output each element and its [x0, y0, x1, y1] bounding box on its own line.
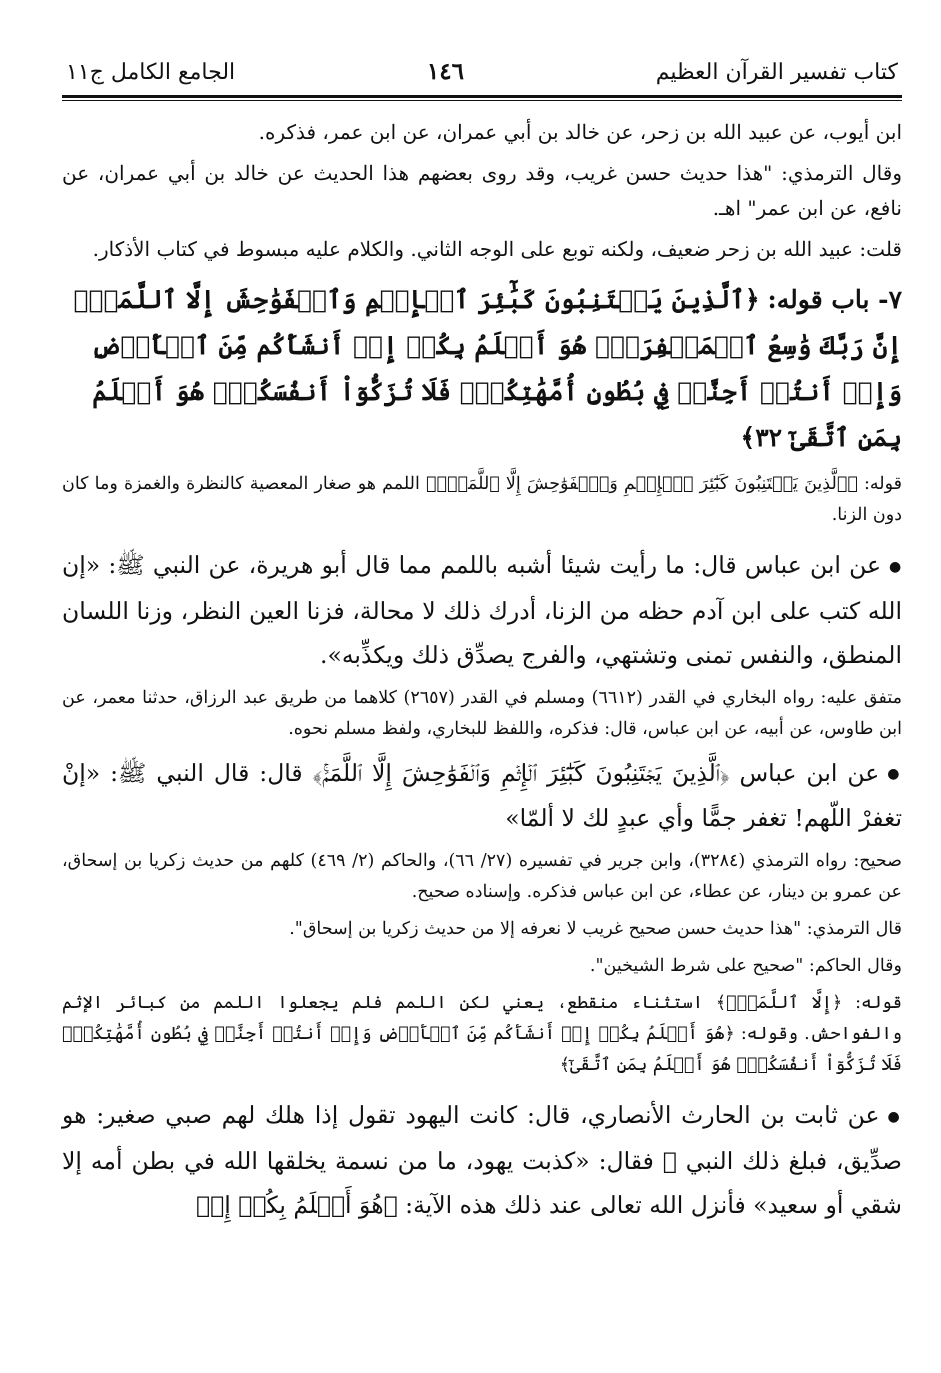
paragraph: قوله: ﴿ٱلَّذِينَ يَجۡتَنِبُونَ كَبَٰٓئِرَ ٱلۡإِثۡمِ وَٱلۡفَوَٰحِشَ إِلَّا ٱللَّمَمَۚ﴾ اللمم هو صغار المعصية كالنظرة والغمزة وما كان دون الزنا. [62, 474, 902, 525]
paragraph: قوله: ﴿إِلَّا ٱللَّمَمَۚ﴾ استثناء منقطع، يعني لكن اللمم فلم يجعلوا اللمم من كبائر الإثم والفواحش. وقوله: ﴿هُوَ أَعۡلَمُ بِكُمۡ إِذۡ أَنشَأَكُم مِّنَ ٱلۡأَرۡضِ وَإِذۡ أَنتُمۡ أَجِنَّةٞ فِي بُطُونِ أُمَّهَٰتِكُمۡۖ فَلَا تُزَكُّوٓاْ أَنفُسَكُمۡۖ هُوَ أَعۡلَمُ بِمَنِ ٱتَّقَىٰٓ﴾ [62, 993, 902, 1075]
hadith-paragraph: ● عن ثابت بن الحارث الأنصاري، قال: كانت اليهود تقول إذا هلك لهم صبي صغير: هو صدِّيق، فبلغ ذلك النبي ﷺ فقال: «كذبت يهود، ما من نسمة يخلقها الله في بطن أمه إلا شقي أو سعيد» فأنزل الله تعالى عند ذلك هذه الآية: ﴿هُوَ أَعۡلَمُ بِكُمۡ إِذۡ [62, 1093, 902, 1227]
header-rule [62, 95, 902, 101]
paragraph: وقال الحاكم: "صحيح على شرط الشيخين". [589, 956, 902, 976]
chapter-ayah: ﴿ٱلَّذِينَ يَجۡتَنِبُونَ كَبَٰٓئِرَ ٱلۡإِثۡمِ وَٱلۡفَوَٰحِشَ إِلَّا ٱللَّمَمَۚ إِنَّ رَبَّكَ وَٰسِعُ ٱلۡمَغۡفِرَةِۚ هُوَ أَعۡلَمُ بِكُمۡ إِذۡ أَنشَأَكُم مِّنَ ٱلۡأَرۡضِ وَإِذۡ أَنتُمۡ أَجِنَّةٞ فِي بُطُونِ أُمَّهَٰتِكُمۡۖ فَلَا تُزَكُّوٓاْ أَنفُسَكُمۡۖ هُوَ أَعۡلَمُ بِمَنِ ٱتَّقَىٰٓ ٣٢﴾ [73, 285, 902, 452]
book-title: كتاب تفسير القرآن العظيم [655, 60, 898, 85]
paragraph: قال الترمذي: "هذا حديث حسن صحيح غريب لا نعرفه إلا من حديث زكريا بن إسحاق". [289, 919, 902, 939]
book-page [62, 58, 902, 1233]
page-header [62, 58, 902, 95]
hadith-paragraph: ● عن ابن عباس قال: ما رأيت شيئا أشبه باللمم مما قال أبو هريرة، عن النبي ﷺ: «إن الله كتب على ابن آدم حظه من الزنا، أدرك ذلك لا محالة، فزنا العين النظر، وزنا اللسان المنطق، والنفس تمنى وتشتهي، والفرج يصدِّق ذلك ويكذِّبه». [62, 543, 902, 677]
paragraph: وقال الترمذي: "هذا حديث حسن غريب، وقد روى بعضهم هذا الحديث عن خالد بن أبي عمران، عن نافع، عن ابن عمر" اهـ. [62, 161, 902, 220]
chapter-label: ٧- باب قوله: [767, 285, 902, 314]
hadith-paragraph: ● عن ابن عباس ﴿ٱلَّذِينَ يَجۡتَنِبُونَ كَبَٰٓئِرَ ٱلۡإِثۡمِ وَٱلۡفَوَٰحِشَ إِلَّا ٱللَّمَمَۚ﴾ قال: قال النبي ﷺ: «إنْ تغفرْ اللّهم! تغفر جمًّا وأي عبدٍ لك لا ألمّا» [62, 751, 902, 841]
takhrij-paragraph: متفق عليه: رواه البخاري في القدر (٦٦١٢) ومسلم في القدر (٢٦٥٧) كلاهما من طريق عبد الرزاق، حدثنا معمر، عن ابن طاوس، عن أبيه، عن ابن عباس، قال: فذكره، واللفظ للبخاري، ولفظ مسلم نحوه. [62, 687, 903, 739]
paragraph: قلت: عبيد الله بن زحر ضعيف، ولكنه توبع على الوجه الثاني. والكلام عليه مبسوط في كتاب الأذكار. [92, 237, 902, 261]
chapter-heading [62, 277, 902, 461]
takhrij-paragraph: صحيح: رواه الترمذي (٣٢٨٤)، وابن جرير في تفسيره (٢٧/ ٦٦)، والحاكم (٢/ ٤٦٩) كلهم من حديث زكريا بن إسحاق، عن عمرو بن دينار، عن عطاء، عن ابن عباس فذكره. وإسناده صحيح. [62, 851, 903, 902]
volume-title: الجامع الكامل ج١١ [66, 60, 236, 85]
page-number: ١٤٦ [426, 58, 464, 85]
paragraph: ابن أيوب، عن عبيد الله بن زحر، عن خالد بن أبي عمران، عن ابن عمر، فذكره. [258, 120, 902, 144]
